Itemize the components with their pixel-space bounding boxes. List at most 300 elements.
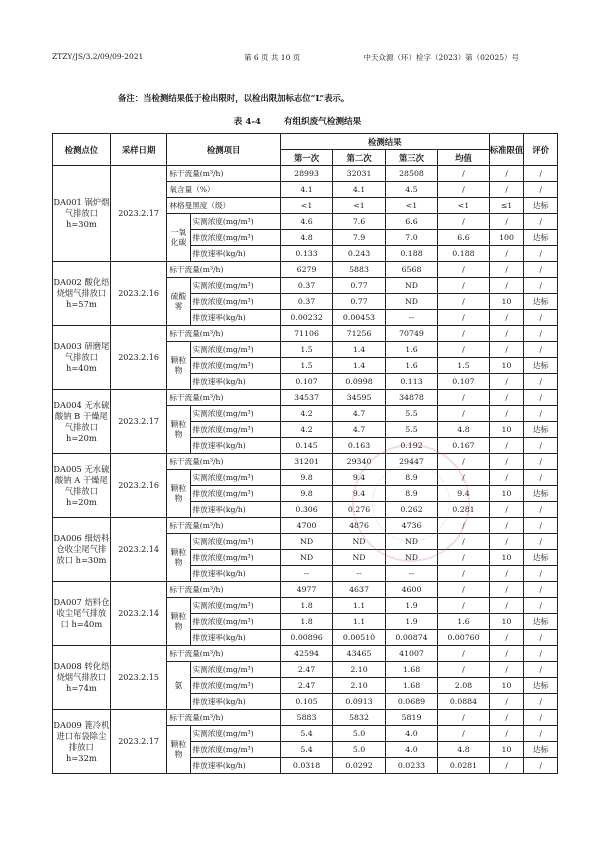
result-round-3: 5.5 bbox=[385, 406, 437, 422]
standard-limit: / bbox=[489, 502, 524, 518]
result-round-2: <1 bbox=[333, 198, 385, 214]
result-round-3: 34878 bbox=[385, 390, 437, 406]
result-round-2: 1.1 bbox=[333, 614, 385, 630]
result-round-2: 4637 bbox=[333, 582, 385, 598]
result-round-2: 0.0292 bbox=[333, 758, 385, 774]
result-round-2: 4.7 bbox=[333, 422, 385, 438]
document-code: ZTZY/JS/3.2/09/09-2021 bbox=[52, 52, 144, 61]
result-round-3: <1 bbox=[385, 198, 437, 214]
standard-limit: / bbox=[489, 390, 524, 406]
standard-limit: / bbox=[489, 726, 524, 742]
result-round-2: ND bbox=[333, 534, 385, 550]
result-average: / bbox=[438, 326, 489, 342]
result-round-1: 0.145 bbox=[280, 438, 332, 454]
evaluation: / bbox=[524, 694, 558, 710]
test-item: 排放速率(kg/h) bbox=[190, 758, 280, 774]
table-row bbox=[53, 262, 558, 278]
test-item: 实测浓度(mg/m³) bbox=[190, 214, 280, 230]
result-round-3: ND bbox=[385, 278, 437, 294]
result-round-1: 0.00232 bbox=[280, 310, 332, 326]
result-average: 4.8 bbox=[438, 422, 489, 438]
test-item: 实测浓度(mg/m³) bbox=[190, 598, 280, 614]
result-average: 1.5 bbox=[438, 358, 489, 374]
standard-limit: / bbox=[489, 598, 524, 614]
evaluation: / bbox=[524, 646, 558, 662]
result-round-2: 1.1 bbox=[333, 598, 385, 614]
result-round-3: 4.0 bbox=[385, 742, 437, 758]
standard-limit: 10 bbox=[489, 614, 524, 630]
test-item: 排放浓度(mg/m³) bbox=[190, 294, 280, 310]
result-average: / bbox=[438, 582, 489, 598]
standard-limit: / bbox=[489, 214, 524, 230]
result-round-3: 5819 bbox=[385, 710, 437, 726]
sampling-point: DA009 篦冷机进口布袋除尘排放口 h=32m bbox=[53, 710, 111, 774]
result-average: / bbox=[438, 166, 489, 182]
header-results: 检测结果 bbox=[280, 134, 489, 150]
table-row bbox=[53, 518, 558, 534]
standard-limit: / bbox=[489, 406, 524, 422]
standard-limit: / bbox=[489, 438, 524, 454]
result-round-1: ND bbox=[280, 534, 332, 550]
evaluation: / bbox=[524, 406, 558, 422]
result-round-3: 0.0689 bbox=[385, 694, 437, 710]
result-round-3: 1.6 bbox=[385, 342, 437, 358]
evaluation: / bbox=[524, 758, 558, 774]
test-item: 排放浓度(mg/m³) bbox=[190, 230, 280, 246]
test-item: 标干流量(m³/h) bbox=[167, 262, 280, 278]
evaluation: / bbox=[524, 374, 558, 390]
result-average: 0.188 bbox=[438, 246, 489, 262]
table-row bbox=[53, 390, 558, 406]
sampling-date: 2023.2.16 bbox=[110, 262, 167, 326]
result-round-3: 1.68 bbox=[385, 662, 437, 678]
result-round-3: 0.00874 bbox=[385, 630, 437, 646]
result-round-2: 4.7 bbox=[333, 406, 385, 422]
result-round-2: 0.77 bbox=[333, 294, 385, 310]
page-header bbox=[0, 52, 595, 66]
evaluation: / bbox=[524, 262, 558, 278]
result-round-3: 70749 bbox=[385, 326, 437, 342]
header-point: 检测点位 bbox=[53, 134, 111, 166]
evaluation: 达标 bbox=[524, 358, 558, 374]
evaluation: / bbox=[524, 630, 558, 646]
standard-limit: 10 bbox=[489, 422, 524, 438]
inspection-seal-inner bbox=[372, 464, 450, 542]
result-round-2: 0.163 bbox=[333, 438, 385, 454]
evaluation: / bbox=[524, 662, 558, 678]
table-number: 表 4-4 bbox=[233, 117, 261, 127]
result-average: / bbox=[438, 662, 489, 678]
result-average: 0.167 bbox=[438, 438, 489, 454]
table-row bbox=[53, 454, 558, 470]
result-round-3: 8.9 bbox=[385, 486, 437, 502]
standard-limit: / bbox=[489, 630, 524, 646]
table-header-row bbox=[53, 134, 558, 150]
evaluation: / bbox=[524, 246, 558, 262]
table-row bbox=[53, 326, 558, 342]
result-round-2: 5883 bbox=[333, 262, 385, 278]
header-average: 均值 bbox=[438, 150, 489, 166]
result-round-1: 4.6 bbox=[280, 214, 332, 230]
evaluation: / bbox=[524, 342, 558, 358]
result-round-2: 0.00453 bbox=[333, 310, 385, 326]
result-average: / bbox=[438, 182, 489, 198]
evaluation: / bbox=[524, 214, 558, 230]
result-round-2: 2.10 bbox=[333, 662, 385, 678]
test-item: 标干流量(m³/h) bbox=[167, 166, 280, 182]
evaluation: 达标 bbox=[524, 486, 558, 502]
evaluation: / bbox=[524, 502, 558, 518]
evaluation: / bbox=[524, 470, 558, 486]
evaluation: / bbox=[524, 710, 558, 726]
test-item: 标干流量(m³/h) bbox=[167, 326, 280, 342]
header-round-2: 第二次 bbox=[333, 150, 385, 166]
result-round-1: 0.0318 bbox=[280, 758, 332, 774]
result-round-1: 4.8 bbox=[280, 230, 332, 246]
result-average: / bbox=[438, 470, 489, 486]
report-number: 中天众源（环）检字（2023）第（02025）号 bbox=[363, 53, 519, 62]
evaluation: 达标 bbox=[524, 422, 558, 438]
result-round-1: 4.2 bbox=[280, 406, 332, 422]
result-round-3: 0.113 bbox=[385, 374, 437, 390]
sampling-date: 2023.2.16 bbox=[110, 454, 167, 518]
result-round-3: 4.5 bbox=[385, 182, 437, 198]
result-round-3: 1.68 bbox=[385, 678, 437, 694]
standard-limit: / bbox=[489, 278, 524, 294]
evaluation: / bbox=[524, 326, 558, 342]
standard-limit: / bbox=[489, 662, 524, 678]
result-average: 2.08 bbox=[438, 678, 489, 694]
result-average: / bbox=[438, 646, 489, 662]
result-round-1: 9.8 bbox=[280, 486, 332, 502]
result-average: / bbox=[438, 262, 489, 278]
standard-limit: / bbox=[489, 182, 524, 198]
result-round-2: 34595 bbox=[333, 390, 385, 406]
result-round-1: 4977 bbox=[280, 582, 332, 598]
result-round-1: 0.107 bbox=[280, 374, 332, 390]
sampling-point: DA003 研磨尾气排放口 h=40m bbox=[53, 326, 111, 390]
pollutant-name: 颗粒物 bbox=[167, 726, 190, 774]
result-round-3: ND bbox=[385, 534, 437, 550]
result-round-2: 4876 bbox=[333, 518, 385, 534]
standard-limit: 10 bbox=[489, 358, 524, 374]
result-round-1: 42594 bbox=[280, 646, 332, 662]
result-round-3: 4736 bbox=[385, 518, 437, 534]
standard-limit: / bbox=[489, 694, 524, 710]
test-item: 排放浓度(mg/m³) bbox=[190, 486, 280, 502]
result-round-3: 1.9 bbox=[385, 598, 437, 614]
table-body bbox=[53, 166, 558, 774]
test-item: 标干流量(m³/h) bbox=[167, 582, 280, 598]
pollutant-name: 颗粒物 bbox=[167, 406, 190, 454]
test-item: 实测浓度(mg/m³) bbox=[190, 470, 280, 486]
sampling-point: DA008 转化焙烧烟气排放口 h=74m bbox=[53, 646, 111, 710]
result-round-3: -- bbox=[385, 566, 437, 582]
result-average: 0.0281 bbox=[438, 758, 489, 774]
result-round-1: 5.4 bbox=[280, 742, 332, 758]
result-average: / bbox=[438, 342, 489, 358]
table-row bbox=[53, 582, 558, 598]
result-average: / bbox=[438, 454, 489, 470]
result-round-1: 9.8 bbox=[280, 470, 332, 486]
evaluation: / bbox=[524, 726, 558, 742]
result-round-3: 6568 bbox=[385, 262, 437, 278]
table-title: 有组织废气检测结果 bbox=[283, 117, 362, 127]
standard-limit: / bbox=[489, 646, 524, 662]
sampling-point: DA005 无水硫酸钠 A 干燥尾气排放口 h=20m bbox=[53, 454, 111, 518]
result-round-1: 0.133 bbox=[280, 246, 332, 262]
result-round-1: 1.8 bbox=[280, 598, 332, 614]
standard-limit: / bbox=[489, 534, 524, 550]
test-item: 排放速率(kg/h) bbox=[190, 374, 280, 390]
result-average: 6.6 bbox=[438, 230, 489, 246]
result-round-3: ND bbox=[385, 550, 437, 566]
result-round-3: 0.262 bbox=[385, 502, 437, 518]
result-average: / bbox=[438, 390, 489, 406]
result-round-1: 4.2 bbox=[280, 422, 332, 438]
result-average: / bbox=[438, 598, 489, 614]
result-average: / bbox=[438, 406, 489, 422]
pollutant-name: 一氧化碳 bbox=[167, 214, 190, 262]
test-item: 实测浓度(mg/m³) bbox=[190, 534, 280, 550]
result-round-2: 1.4 bbox=[333, 358, 385, 374]
result-round-1: 34537 bbox=[280, 390, 332, 406]
sampling-date: 2023.2.17 bbox=[110, 710, 167, 774]
sampling-date: 2023.2.17 bbox=[110, 390, 167, 454]
test-item: 排放速率(kg/h) bbox=[190, 310, 280, 326]
result-round-1: -- bbox=[280, 566, 332, 582]
result-round-3: 29447 bbox=[385, 454, 437, 470]
test-item: 排放浓度(mg/m³) bbox=[190, 358, 280, 374]
result-round-3: 7.0 bbox=[385, 230, 437, 246]
result-round-1: 5.4 bbox=[280, 726, 332, 742]
result-round-2: 4.1 bbox=[333, 182, 385, 198]
evaluation: / bbox=[524, 390, 558, 406]
evaluation: / bbox=[524, 182, 558, 198]
pollutant-name: 硫酸雾 bbox=[167, 278, 190, 326]
result-round-1: 0.37 bbox=[280, 278, 332, 294]
test-item: 排放浓度(mg/m³) bbox=[190, 742, 280, 758]
test-item: 实测浓度(mg/m³) bbox=[190, 662, 280, 678]
result-round-1: 71106 bbox=[280, 326, 332, 342]
standard-limit: / bbox=[489, 166, 524, 182]
standard-limit: 10 bbox=[489, 742, 524, 758]
result-round-1: 1.8 bbox=[280, 614, 332, 630]
result-round-1: 2.47 bbox=[280, 678, 332, 694]
result-round-1: 31201 bbox=[280, 454, 332, 470]
evaluation: / bbox=[524, 438, 558, 454]
evaluation: 达标 bbox=[524, 294, 558, 310]
test-item: 实测浓度(mg/m³) bbox=[190, 726, 280, 742]
standard-limit: ≤1 bbox=[489, 198, 524, 214]
standard-limit: 10 bbox=[489, 294, 524, 310]
result-round-2: 0.0998 bbox=[333, 374, 385, 390]
test-item: 氧含量（%） bbox=[167, 182, 280, 198]
result-round-2: 7.6 bbox=[333, 214, 385, 230]
result-round-1: 1.5 bbox=[280, 358, 332, 374]
result-round-3: ND bbox=[385, 294, 437, 310]
standard-limit: / bbox=[489, 246, 524, 262]
result-average: 0.281 bbox=[438, 502, 489, 518]
result-round-2: 1.4 bbox=[333, 342, 385, 358]
result-round-1: ND bbox=[280, 550, 332, 566]
result-average: / bbox=[438, 214, 489, 230]
evaluation: / bbox=[524, 278, 558, 294]
result-round-2: 9.4 bbox=[333, 486, 385, 502]
header-limit: 标准限值 bbox=[489, 134, 524, 166]
result-average: <1 bbox=[438, 198, 489, 214]
result-average: / bbox=[438, 566, 489, 582]
evaluation: 达标 bbox=[524, 550, 558, 566]
evaluation: 达标 bbox=[524, 230, 558, 246]
evaluation: 达标 bbox=[524, 198, 558, 214]
standard-limit: / bbox=[489, 262, 524, 278]
result-average: / bbox=[438, 518, 489, 534]
result-round-2: 5.0 bbox=[333, 726, 385, 742]
result-round-3: 0.192 bbox=[385, 438, 437, 454]
standard-limit: / bbox=[489, 374, 524, 390]
evaluation: / bbox=[524, 598, 558, 614]
sampling-date: 2023.2.14 bbox=[110, 518, 167, 582]
standard-limit: / bbox=[489, 518, 524, 534]
result-round-3: 4.0 bbox=[385, 726, 437, 742]
standard-limit: / bbox=[489, 310, 524, 326]
test-item: 排放速率(kg/h) bbox=[190, 630, 280, 646]
result-average: / bbox=[438, 534, 489, 550]
pollutant-name: 颗粒物 bbox=[167, 470, 190, 518]
result-average: / bbox=[438, 294, 489, 310]
result-round-1: 0.37 bbox=[280, 294, 332, 310]
test-item: 排放浓度(mg/m³) bbox=[190, 422, 280, 438]
detection-limit-note: 备注：当检测结果低于检出限时，以检出限加标志位“L”表示。 bbox=[118, 93, 350, 103]
result-round-1: <1 bbox=[280, 198, 332, 214]
inspection-seal bbox=[352, 444, 470, 562]
result-average: / bbox=[438, 550, 489, 566]
test-item: 林格曼黑度（级） bbox=[167, 198, 280, 214]
sampling-point: DA006 细焙料仓收尘尾气排放口 h=30m bbox=[53, 518, 111, 582]
result-round-1: 0.306 bbox=[280, 502, 332, 518]
sampling-date: 2023.2.16 bbox=[110, 326, 167, 390]
test-item: 实测浓度(mg/m³) bbox=[190, 406, 280, 422]
evaluation: / bbox=[524, 166, 558, 182]
result-round-2: 71256 bbox=[333, 326, 385, 342]
result-average: 9.4 bbox=[438, 486, 489, 502]
result-average: 1.6 bbox=[438, 614, 489, 630]
result-round-2: 2.10 bbox=[333, 678, 385, 694]
test-item: 实测浓度(mg/m³) bbox=[190, 278, 280, 294]
result-average: / bbox=[438, 710, 489, 726]
result-round-1: 0.00896 bbox=[280, 630, 332, 646]
result-round-3: 28508 bbox=[385, 166, 437, 182]
result-round-3: 41007 bbox=[385, 646, 437, 662]
result-round-3: 4600 bbox=[385, 582, 437, 598]
result-round-2: 9.4 bbox=[333, 470, 385, 486]
result-average: / bbox=[438, 310, 489, 326]
result-round-2: 43465 bbox=[333, 646, 385, 662]
result-round-2: 5832 bbox=[333, 710, 385, 726]
evaluation: 达标 bbox=[524, 678, 558, 694]
result-round-2: 32031 bbox=[333, 166, 385, 182]
result-round-3: 0.0233 bbox=[385, 758, 437, 774]
result-average: 0.0884 bbox=[438, 694, 489, 710]
result-average: / bbox=[438, 726, 489, 742]
test-item: 排放速率(kg/h) bbox=[190, 694, 280, 710]
table-row bbox=[53, 710, 558, 726]
sampling-date: 2023.2.15 bbox=[110, 646, 167, 710]
test-item: 排放速率(kg/h) bbox=[190, 246, 280, 262]
result-round-1: 4700 bbox=[280, 518, 332, 534]
sampling-point: DA007 焙料仓收尘尾气排放口 h=40m bbox=[53, 582, 111, 646]
standard-limit: / bbox=[489, 582, 524, 598]
result-round-3: 5.5 bbox=[385, 422, 437, 438]
result-round-1: 1.5 bbox=[280, 342, 332, 358]
result-round-3: 6.6 bbox=[385, 214, 437, 230]
evaluation: / bbox=[524, 582, 558, 598]
test-item: 标干流量(m³/h) bbox=[167, 390, 280, 406]
standard-limit: / bbox=[489, 470, 524, 486]
test-item: 标干流量(m³/h) bbox=[167, 518, 280, 534]
page-number: 第 6 页 共 10 页 bbox=[244, 53, 301, 62]
standard-limit: / bbox=[489, 758, 524, 774]
result-round-2: ND bbox=[333, 550, 385, 566]
pollutant-name: 颗粒物 bbox=[167, 534, 190, 582]
result-round-3: 8.9 bbox=[385, 470, 437, 486]
pollutant-name: 氨 bbox=[167, 662, 190, 710]
result-average: 0.107 bbox=[438, 374, 489, 390]
standard-limit: 100 bbox=[489, 230, 524, 246]
result-round-2: 0.00510 bbox=[333, 630, 385, 646]
result-average: 0.00760 bbox=[438, 630, 489, 646]
result-round-3: 1.6 bbox=[385, 358, 437, 374]
header-round-1: 第一次 bbox=[280, 150, 332, 166]
header-eval: 评价 bbox=[524, 134, 558, 166]
table-caption bbox=[0, 115, 595, 127]
test-item: 排放速率(kg/h) bbox=[190, 502, 280, 518]
result-round-3: 1.9 bbox=[385, 614, 437, 630]
evaluation: / bbox=[524, 310, 558, 326]
result-round-1: 4.1 bbox=[280, 182, 332, 198]
evaluation: / bbox=[524, 454, 558, 470]
header-item: 检测项目 bbox=[167, 134, 280, 166]
test-item: 标干流量(m³/h) bbox=[167, 454, 280, 470]
header-date: 采样日期 bbox=[110, 134, 167, 166]
result-round-1: 28993 bbox=[280, 166, 332, 182]
test-item: 排放浓度(mg/m³) bbox=[190, 550, 280, 566]
result-round-1: 6279 bbox=[280, 262, 332, 278]
result-round-3: 0.188 bbox=[385, 246, 437, 262]
standard-limit: 10 bbox=[489, 550, 524, 566]
standard-limit: 10 bbox=[489, 678, 524, 694]
result-round-1: 5883 bbox=[280, 710, 332, 726]
table-row bbox=[53, 166, 558, 182]
result-round-2: 0.77 bbox=[333, 278, 385, 294]
result-round-2: 0.276 bbox=[333, 502, 385, 518]
result-round-2: -- bbox=[333, 566, 385, 582]
standard-limit: / bbox=[489, 342, 524, 358]
evaluation: 达标 bbox=[524, 742, 558, 758]
standard-limit: / bbox=[489, 566, 524, 582]
evaluation: / bbox=[524, 534, 558, 550]
header-round-3: 第三次 bbox=[385, 150, 437, 166]
test-item: 标干流量(m³/h) bbox=[167, 710, 280, 726]
test-item: 排放速率(kg/h) bbox=[190, 438, 280, 454]
result-round-1: 2.47 bbox=[280, 662, 332, 678]
standard-limit: / bbox=[489, 326, 524, 342]
sampling-point: DA004 无水硫酸钠 B 干燥尾气排放口 h=20m bbox=[53, 390, 111, 454]
test-item: 标干流量(m³/h) bbox=[167, 646, 280, 662]
sampling-date: 2023.2.14 bbox=[110, 582, 167, 646]
test-item: 排放浓度(mg/m³) bbox=[190, 678, 280, 694]
